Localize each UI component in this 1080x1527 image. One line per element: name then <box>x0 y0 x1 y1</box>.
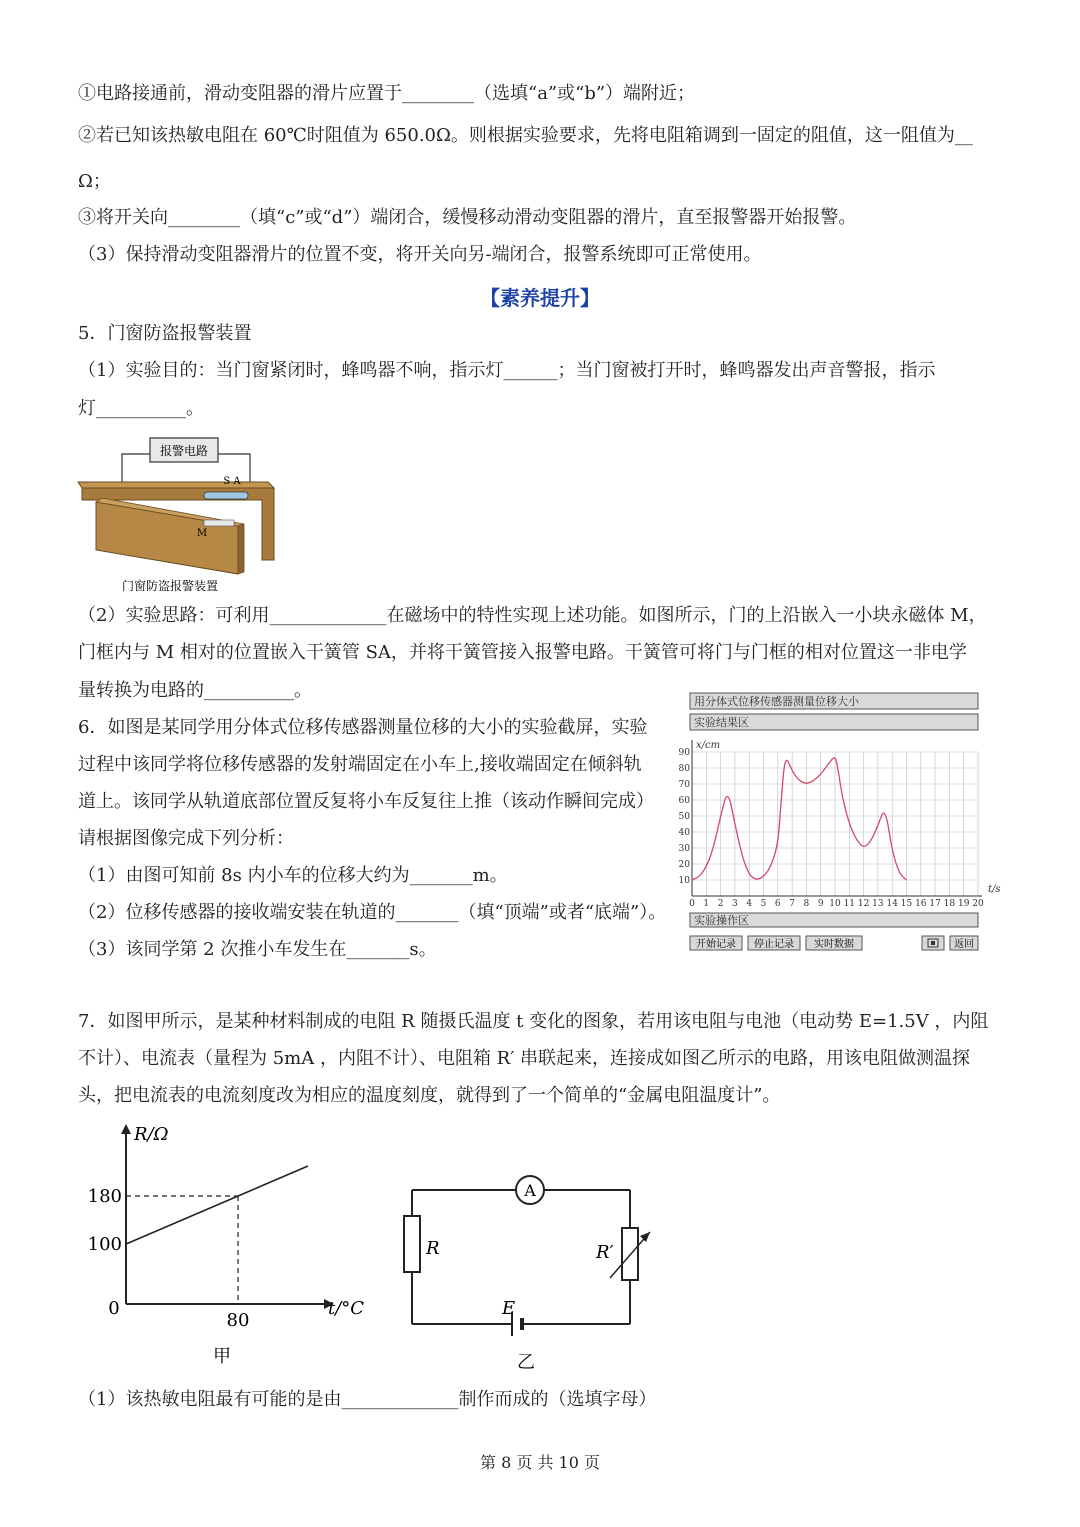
y-tick-label: 90 <box>678 748 690 758</box>
x-tick-label: 0 <box>689 899 695 909</box>
realtime-data-label: 实时数据 <box>814 939 854 950</box>
resistance-box-label: R′ <box>596 1242 614 1263</box>
magnet-label: M <box>196 528 208 539</box>
q5-title: 5．门窗防盗报警装置 <box>78 323 252 344</box>
x-tick-label: 8 <box>803 899 810 909</box>
x-tick-label: 19 <box>957 899 970 909</box>
q5-line-2c: 量转换为电路的__________。 <box>78 680 312 701</box>
q4-line-2a: ②若已知该热敏电阻在 60℃时阻值为 650.0Ω。则根据实验要求，先将电阻箱调到一固定的阻值，这一阻值为__ <box>78 125 973 146</box>
y-tick-label: 80 <box>678 764 690 774</box>
x-tick-label: 3 <box>732 899 738 909</box>
x-tick-label: 16 <box>915 899 927 909</box>
q7-line-2: 不计）、电流表（量程为 5mA ，内阻不计）、电阻箱 R′ 串联起来，连接成如图乙所示的电路，用该电阻做测温探 <box>78 1048 971 1069</box>
y-axis-label: R/Ω <box>134 1124 169 1145</box>
x-tick-label: 10 <box>829 899 841 909</box>
y-tick-label: 180 <box>87 1186 122 1207</box>
circuit-diagram <box>398 1168 658 1378</box>
q5-line-1a: （1）实验目的：当门窗紧闭时，蜂鸣器不响，指示灯______；当门窗被打开时，蜂鸣器发出声音警报，指示 <box>78 360 936 381</box>
page-footer: 第 8 页 共 10 页 <box>480 1453 600 1472</box>
x-tick-label: 7 <box>789 899 795 909</box>
q5-line-2a: （2）实验思路：可利用_____________在磁场中的特性实现上述功能。如图所示，门的上沿嵌入一小块永磁体 M， <box>78 605 987 626</box>
x-tick-label: 14 <box>886 899 898 909</box>
r-t-line <box>126 1166 308 1244</box>
q6-line-3: 道上。该同学从轨道底部位置反复将小车反复往上推（该动作瞬间完成） <box>78 791 654 812</box>
y-tick-label: 20 <box>678 860 690 870</box>
resistor-label: R <box>426 1238 440 1259</box>
y-tick-label: 40 <box>678 828 690 838</box>
q6-line-6: （2）位移传感器的接收端安装在轨道的_______（填“顶端”或者“底端”）。 <box>78 902 667 923</box>
operation-bar-text: 实验操作区 <box>694 914 749 927</box>
q5-line-2b: 门框内与 M 相对的位置嵌入干簧管 SA，并将干簧管接入报警电路。干簧管可将门与门框的相对位置这一非电学 <box>78 642 967 663</box>
x-tick-label: 5 <box>760 899 767 909</box>
x-tick-label: 2 <box>717 899 724 909</box>
ammeter-label: A <box>524 1181 536 1200</box>
circuit-caption: 乙 <box>517 1352 535 1373</box>
resistor-icon <box>404 1216 420 1272</box>
x-tick-label: 17 <box>929 899 941 909</box>
door-alarm-figure <box>78 432 278 598</box>
back-label: 返回 <box>954 939 974 950</box>
realtime-data-button[interactable] <box>806 936 862 950</box>
q6-line-1: 6．如图是某同学用分体式位移传感器测量位移的大小的实验截屏，实验 <box>78 717 648 738</box>
section-heading: 【素养提升】 <box>480 286 600 310</box>
stop-record-label: 停止记录 <box>754 939 794 950</box>
q4-line-1: ①电路接通前，滑动变阻器的滑片应置于________（选填“a”或“b”）端附近； <box>78 83 696 104</box>
x-tick-label: 80 <box>226 1310 250 1331</box>
title-bar-text: 用分体式位移传感器测量位移大小 <box>694 695 859 708</box>
y-tick-label: 100 <box>87 1234 122 1255</box>
magnet-icon <box>204 520 234 526</box>
y-axis-label: x/cm <box>696 740 721 751</box>
x-axis-label: t/s <box>988 884 1001 895</box>
reed-switch-icon <box>204 492 248 499</box>
sensor-screenshot <box>678 690 1016 960</box>
x-tick-label: 1 <box>703 899 710 909</box>
y-tick-label: 70 <box>678 780 690 790</box>
q6-line-4: 请根据图像完成下列分析： <box>78 828 294 849</box>
x-tick-label: 4 <box>746 899 753 909</box>
y-tick-label: 50 <box>678 812 690 822</box>
x-tick-label: 13 <box>872 899 884 909</box>
q6-line-2: 过程中该同学将位移传感器的发射端固定在小车上,接收端固定在倾斜轨 <box>78 754 642 775</box>
x-tick-label: 15 <box>900 899 913 909</box>
reed-switch-label: S A <box>223 476 241 487</box>
q7-line-1: 7．如图甲所示，是某种材料制成的电阻 R 随摄氏温度 t 变化的图象，若用该电阻与电池（电动势 E=1.5V ，内阻 <box>78 1011 989 1032</box>
screen-icon-button[interactable] <box>922 936 944 950</box>
q4-line-2b: Ω； <box>78 171 111 192</box>
origin-label: 0 <box>108 1298 120 1319</box>
stop-record-button[interactable] <box>748 936 800 950</box>
x-tick-label: 6 <box>774 899 781 909</box>
battery-label: E <box>502 1298 516 1319</box>
y-axis-arrow-icon <box>121 1124 131 1134</box>
x-tick-label: 11 <box>843 899 856 909</box>
displacement-chart <box>679 740 1001 909</box>
q5-line-1b: 灯__________。 <box>78 398 204 419</box>
series-line <box>692 758 907 880</box>
back-button[interactable] <box>950 936 978 950</box>
graph-caption: 甲 <box>213 1346 231 1367</box>
result-bar-text: 实验结果区 <box>694 716 749 729</box>
door-figure-caption: 门窗防盗报警装置 <box>121 579 219 593</box>
y-tick-label: 10 <box>678 876 690 886</box>
x-tick-label: 12 <box>857 899 870 909</box>
start-record-label: 开始记录 <box>696 939 736 950</box>
q4-line-3: ③将开关向________（填“c”或“d”）端闭合，缓慢移动滑动变阻器的滑片，直至报警器开始报警。 <box>78 207 857 228</box>
resistance-temperature-graph <box>78 1118 378 1372</box>
q6-line-7: （3）该同学第 2 次推小车发生在_______s。 <box>78 939 437 960</box>
q7-line-3: 头，把电流表的电流刻度改为相应的温度刻度，就得到了一个简单的“金属电阻温度计”。 <box>78 1085 781 1106</box>
x-tick-label: 9 <box>817 899 824 909</box>
x-tick-label: 20 <box>972 899 984 909</box>
y-tick-label: 60 <box>678 796 690 806</box>
start-record-button[interactable] <box>690 936 742 950</box>
x-axis-label: t/°C <box>328 1298 365 1319</box>
x-tick-label: 18 <box>943 899 956 909</box>
y-tick-label: 30 <box>678 844 690 854</box>
q4-line-4: （3）保持滑动变阻器滑片的位置不变，将开关向另-端闭合，报警系统即可正常使用。 <box>78 244 762 265</box>
q7-line-4: （1）该热敏电阻最有可能的是由_____________制作而成的（选填字母） <box>78 1389 657 1410</box>
q6-line-5: （1）由图可知前 8s 内小车的位移大约为_______m。 <box>78 865 508 886</box>
alarm-circuit-label: 报警电路 <box>159 444 209 458</box>
